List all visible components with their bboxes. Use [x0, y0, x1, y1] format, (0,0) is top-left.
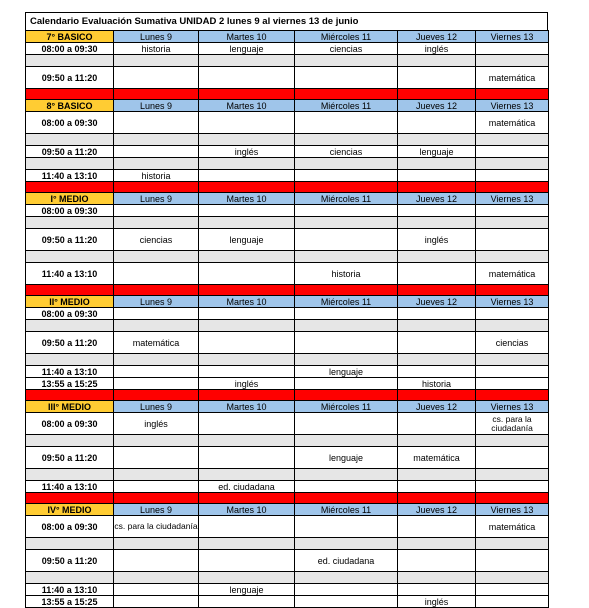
separator-cell	[398, 285, 476, 296]
empty-cell	[114, 146, 199, 158]
day-header: Lunes 9	[114, 296, 199, 308]
empty-cell	[199, 263, 295, 285]
spacer-cell	[476, 134, 549, 146]
day-header: Lunes 9	[114, 31, 199, 43]
spacer-cell	[199, 435, 295, 447]
timeslot-row	[26, 378, 549, 390]
exam-subject: inglés	[398, 43, 476, 55]
empty-cell	[398, 481, 476, 493]
timeslot-row	[26, 308, 549, 320]
spacer-cell	[114, 55, 199, 67]
timeslot-row	[26, 584, 549, 596]
section-header-row	[26, 193, 549, 205]
empty-cell	[476, 584, 549, 596]
empty-cell	[398, 205, 476, 217]
day-header: Miércoles 11	[295, 296, 398, 308]
day-header: Martes 10	[199, 401, 295, 413]
exam-subject: ed. ciudadana	[295, 550, 398, 572]
separator-cell	[26, 390, 114, 401]
spacer-cell	[199, 134, 295, 146]
separator-cell	[199, 285, 295, 296]
spacer-cell	[476, 158, 549, 170]
section-separator	[26, 89, 549, 100]
time-slot: 08:00 a 09:30	[26, 43, 114, 55]
spacer-cell	[398, 354, 476, 366]
empty-cell	[295, 378, 398, 390]
empty-cell	[199, 332, 295, 354]
spacer-cell	[199, 251, 295, 263]
timeslot-row	[26, 550, 549, 572]
exam-subject: inglés	[114, 413, 199, 435]
level-label: II° MEDIO	[26, 296, 114, 308]
time-slot: 13:55 a 15:25	[26, 378, 114, 390]
empty-cell	[295, 584, 398, 596]
timeslot-row	[26, 146, 549, 158]
timeslot-row	[26, 263, 549, 285]
empty-cell	[398, 263, 476, 285]
day-header: Jueves 12	[398, 504, 476, 516]
spacer-cell	[199, 320, 295, 332]
section-separator	[26, 182, 549, 193]
spacer-row	[26, 55, 549, 67]
empty-cell	[199, 112, 295, 134]
time-slot: 11:40 a 13:10	[26, 481, 114, 493]
empty-cell	[295, 308, 398, 320]
empty-cell	[476, 205, 549, 217]
separator-cell	[26, 493, 114, 504]
day-header: Viernes 13	[476, 193, 549, 205]
spacer-row	[26, 251, 549, 263]
day-header: Miércoles 11	[295, 31, 398, 43]
spacer-cell	[199, 354, 295, 366]
section-header-row	[26, 100, 549, 112]
empty-cell	[476, 378, 549, 390]
separator-cell	[476, 493, 549, 504]
separator-cell	[476, 390, 549, 401]
day-header: Martes 10	[199, 504, 295, 516]
spacer-cell	[476, 217, 549, 229]
empty-cell	[398, 170, 476, 182]
spacer-cell	[26, 469, 114, 481]
level-label: 7° BASICO	[26, 31, 114, 43]
empty-cell	[295, 112, 398, 134]
spacer-cell	[295, 469, 398, 481]
empty-cell	[114, 112, 199, 134]
spacer-cell	[295, 55, 398, 67]
separator-cell	[476, 285, 549, 296]
separator-cell	[398, 182, 476, 193]
empty-cell	[295, 205, 398, 217]
spacer-row	[26, 572, 549, 584]
separator-cell	[199, 182, 295, 193]
empty-cell	[295, 481, 398, 493]
spacer-row	[26, 435, 549, 447]
spacer-cell	[295, 320, 398, 332]
spacer-row	[26, 134, 549, 146]
empty-cell	[398, 112, 476, 134]
time-slot: 08:00 a 09:30	[26, 308, 114, 320]
spacer-cell	[199, 572, 295, 584]
page-title: Calendario Evaluación Sumativa UNIDAD 2 lunes 9 al viernes 13 de junio	[25, 12, 548, 30]
spacer-cell	[114, 158, 199, 170]
empty-cell	[476, 366, 549, 378]
spacer-cell	[114, 469, 199, 481]
spacer-row	[26, 158, 549, 170]
schedule-table	[25, 30, 549, 608]
time-slot: 11:40 a 13:10	[26, 263, 114, 285]
spacer-cell	[398, 469, 476, 481]
spacer-cell	[295, 217, 398, 229]
time-slot: 09:50 a 11:20	[26, 229, 114, 251]
spacer-cell	[295, 435, 398, 447]
separator-cell	[114, 493, 199, 504]
time-slot: 09:50 a 11:20	[26, 550, 114, 572]
exam-subject: matemática	[476, 516, 549, 538]
spacer-cell	[114, 217, 199, 229]
spacer-cell	[26, 217, 114, 229]
spacer-cell	[199, 538, 295, 550]
exam-subject: historia	[114, 170, 199, 182]
empty-cell	[199, 366, 295, 378]
exam-subject: inglés	[398, 596, 476, 608]
spacer-cell	[398, 55, 476, 67]
level-label: I° MEDIO	[26, 193, 114, 205]
timeslot-row	[26, 170, 549, 182]
section-header-row	[26, 401, 549, 413]
exam-subject: ciencias	[114, 229, 199, 251]
section-separator	[26, 493, 549, 504]
exam-subject: inglés	[199, 378, 295, 390]
day-header: Miércoles 11	[295, 504, 398, 516]
empty-cell	[114, 596, 199, 608]
level-label: 8° BASICO	[26, 100, 114, 112]
empty-cell	[199, 308, 295, 320]
empty-cell	[114, 550, 199, 572]
spacer-cell	[398, 435, 476, 447]
time-slot: 11:40 a 13:10	[26, 584, 114, 596]
spacer-cell	[476, 538, 549, 550]
spacer-cell	[199, 469, 295, 481]
separator-cell	[26, 182, 114, 193]
level-label: III° MEDIO	[26, 401, 114, 413]
exam-subject: ciencias	[295, 146, 398, 158]
spacer-cell	[26, 55, 114, 67]
section-header-row	[26, 504, 549, 516]
section-separator	[26, 390, 549, 401]
exam-subject: matemática	[114, 332, 199, 354]
separator-cell	[295, 390, 398, 401]
day-header: Miércoles 11	[295, 193, 398, 205]
empty-cell	[476, 170, 549, 182]
time-slot: 08:00 a 09:30	[26, 516, 114, 538]
spacer-row	[26, 469, 549, 481]
time-slot: 11:40 a 13:10	[26, 366, 114, 378]
day-header: Jueves 12	[398, 401, 476, 413]
day-header: Viernes 13	[476, 401, 549, 413]
empty-cell	[398, 308, 476, 320]
empty-cell	[199, 516, 295, 538]
empty-cell	[199, 413, 295, 435]
empty-cell	[476, 596, 549, 608]
separator-cell	[114, 89, 199, 100]
timeslot-row	[26, 43, 549, 55]
empty-cell	[398, 413, 476, 435]
spacer-cell	[398, 217, 476, 229]
separator-cell	[295, 89, 398, 100]
spacer-cell	[476, 469, 549, 481]
exam-subject: historia	[295, 263, 398, 285]
spacer-cell	[476, 435, 549, 447]
day-header: Viernes 13	[476, 504, 549, 516]
timeslot-row	[26, 205, 549, 217]
time-slot: 09:50 a 11:20	[26, 146, 114, 158]
exam-subject: ciencias	[295, 43, 398, 55]
separator-cell	[26, 89, 114, 100]
time-slot: 08:00 a 09:30	[26, 205, 114, 217]
time-slot: 08:00 a 09:30	[26, 413, 114, 435]
spacer-cell	[26, 320, 114, 332]
timeslot-row	[26, 332, 549, 354]
spacer-cell	[26, 251, 114, 263]
separator-cell	[295, 493, 398, 504]
separator-cell	[295, 182, 398, 193]
timeslot-row	[26, 447, 549, 469]
spacer-cell	[114, 251, 199, 263]
separator-cell	[114, 182, 199, 193]
spacer-cell	[295, 134, 398, 146]
day-header: Jueves 12	[398, 31, 476, 43]
day-header: Jueves 12	[398, 296, 476, 308]
separator-cell	[114, 390, 199, 401]
spacer-cell	[476, 55, 549, 67]
exam-subject: matemática	[476, 67, 549, 89]
spacer-cell	[295, 538, 398, 550]
timeslot-row	[26, 229, 549, 251]
empty-cell	[199, 447, 295, 469]
day-header: Lunes 9	[114, 100, 199, 112]
spacer-cell	[114, 320, 199, 332]
spacer-cell	[26, 158, 114, 170]
empty-cell	[295, 516, 398, 538]
spacer-cell	[114, 538, 199, 550]
spacer-cell	[26, 572, 114, 584]
exam-subject: cs. para la ciudadanía	[114, 516, 199, 538]
spacer-cell	[26, 435, 114, 447]
separator-cell	[476, 89, 549, 100]
time-slot: 13:55 a 15:25	[26, 596, 114, 608]
exam-subject: lenguaje	[295, 447, 398, 469]
schedule-sheet	[25, 12, 548, 608]
separator-cell	[398, 390, 476, 401]
spacer-cell	[476, 251, 549, 263]
spacer-cell	[398, 572, 476, 584]
timeslot-row	[26, 67, 549, 89]
empty-cell	[199, 170, 295, 182]
spacer-row	[26, 354, 549, 366]
empty-cell	[398, 584, 476, 596]
empty-cell	[476, 308, 549, 320]
spacer-cell	[114, 134, 199, 146]
empty-cell	[114, 205, 199, 217]
empty-cell	[114, 481, 199, 493]
day-header: Lunes 9	[114, 193, 199, 205]
empty-cell	[476, 229, 549, 251]
exam-subject: ed. ciudadana	[199, 481, 295, 493]
spacer-cell	[114, 572, 199, 584]
empty-cell	[114, 67, 199, 89]
day-header: Jueves 12	[398, 100, 476, 112]
day-header: Lunes 9	[114, 401, 199, 413]
empty-cell	[398, 550, 476, 572]
empty-cell	[295, 229, 398, 251]
spacer-cell	[398, 158, 476, 170]
exam-subject: matemática	[398, 447, 476, 469]
empty-cell	[398, 366, 476, 378]
day-header: Martes 10	[199, 100, 295, 112]
day-header: Miércoles 11	[295, 100, 398, 112]
separator-cell	[26, 285, 114, 296]
day-header: Martes 10	[199, 31, 295, 43]
spacer-cell	[295, 354, 398, 366]
section-header-row	[26, 31, 549, 43]
empty-cell	[114, 447, 199, 469]
separator-cell	[199, 493, 295, 504]
spacer-cell	[398, 320, 476, 332]
empty-cell	[199, 550, 295, 572]
empty-cell	[295, 67, 398, 89]
spacer-cell	[26, 134, 114, 146]
day-header: Miércoles 11	[295, 401, 398, 413]
empty-cell	[295, 332, 398, 354]
empty-cell	[114, 263, 199, 285]
empty-cell	[114, 378, 199, 390]
section-separator	[26, 285, 549, 296]
exam-subject: lenguaje	[199, 43, 295, 55]
separator-cell	[398, 493, 476, 504]
empty-cell	[398, 516, 476, 538]
exam-subject: inglés	[199, 146, 295, 158]
level-label: IV° MEDIO	[26, 504, 114, 516]
spacer-cell	[295, 158, 398, 170]
spacer-cell	[199, 158, 295, 170]
spacer-cell	[476, 320, 549, 332]
spacer-cell	[26, 538, 114, 550]
empty-cell	[476, 43, 549, 55]
timeslot-row	[26, 481, 549, 493]
empty-cell	[295, 596, 398, 608]
empty-cell	[199, 205, 295, 217]
separator-cell	[114, 285, 199, 296]
empty-cell	[398, 67, 476, 89]
spacer-cell	[199, 55, 295, 67]
spacer-cell	[295, 572, 398, 584]
spacer-row	[26, 320, 549, 332]
exam-subject: lenguaje	[398, 146, 476, 158]
timeslot-row	[26, 516, 549, 538]
empty-cell	[476, 447, 549, 469]
spacer-cell	[114, 435, 199, 447]
spacer-cell	[26, 354, 114, 366]
spacer-cell	[199, 217, 295, 229]
time-slot: 11:40 a 13:10	[26, 170, 114, 182]
empty-cell	[199, 67, 295, 89]
time-slot: 09:50 a 11:20	[26, 332, 114, 354]
separator-cell	[398, 89, 476, 100]
empty-cell	[114, 366, 199, 378]
spacer-row	[26, 538, 549, 550]
day-header: Lunes 9	[114, 504, 199, 516]
spacer-cell	[398, 251, 476, 263]
exam-subject: matemática	[476, 112, 549, 134]
empty-cell	[476, 146, 549, 158]
section-header-row	[26, 296, 549, 308]
exam-subject: lenguaje	[199, 229, 295, 251]
exam-subject: lenguaje	[199, 584, 295, 596]
time-slot: 09:50 a 11:20	[26, 447, 114, 469]
timeslot-row	[26, 413, 549, 435]
day-header: Viernes 13	[476, 31, 549, 43]
spacer-cell	[476, 572, 549, 584]
empty-cell	[295, 413, 398, 435]
time-slot: 08:00 a 09:30	[26, 112, 114, 134]
exam-subject: matemática	[476, 263, 549, 285]
spacer-cell	[398, 134, 476, 146]
empty-cell	[398, 332, 476, 354]
day-header: Viernes 13	[476, 296, 549, 308]
timeslot-row	[26, 366, 549, 378]
separator-cell	[476, 182, 549, 193]
separator-cell	[199, 390, 295, 401]
spacer-row	[26, 217, 549, 229]
exam-subject: historia	[398, 378, 476, 390]
empty-cell	[114, 308, 199, 320]
empty-cell	[476, 481, 549, 493]
spacer-cell	[114, 354, 199, 366]
timeslot-row	[26, 596, 549, 608]
timeslot-row	[26, 112, 549, 134]
day-header: Viernes 13	[476, 100, 549, 112]
exam-subject: inglés	[398, 229, 476, 251]
empty-cell	[476, 550, 549, 572]
exam-subject: ciencias	[476, 332, 549, 354]
day-header: Martes 10	[199, 296, 295, 308]
empty-cell	[199, 596, 295, 608]
time-slot: 09:50 a 11:20	[26, 67, 114, 89]
empty-cell	[114, 584, 199, 596]
separator-cell	[295, 285, 398, 296]
exam-subject: historia	[114, 43, 199, 55]
empty-cell	[295, 170, 398, 182]
spacer-cell	[295, 251, 398, 263]
spacer-cell	[398, 538, 476, 550]
spacer-cell	[476, 354, 549, 366]
exam-subject: lenguaje	[295, 366, 398, 378]
day-header: Jueves 12	[398, 193, 476, 205]
day-header: Martes 10	[199, 193, 295, 205]
separator-cell	[199, 89, 295, 100]
exam-subject: cs. para la ciudadanía	[476, 413, 549, 435]
